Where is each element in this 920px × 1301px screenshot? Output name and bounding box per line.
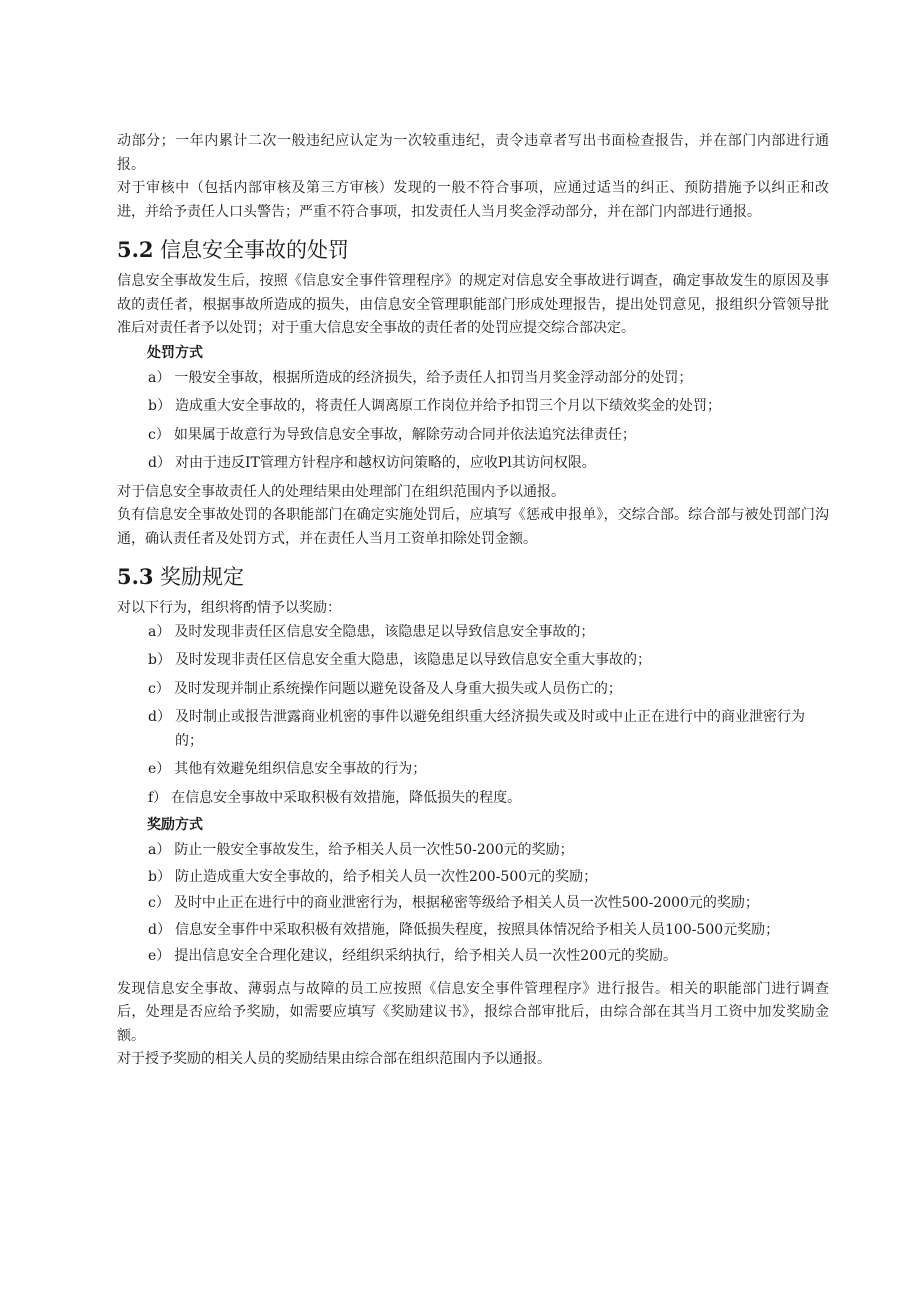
list-item: c） 及时中止正在进行中的商业泄密行为，根据秘密等级给予相关人员一次性500-2000元的奖励； <box>148 895 759 911</box>
section-title: 信息安全事故的处罚 <box>160 238 349 262</box>
section-number: 5.3 <box>117 564 154 589</box>
list-item: e） 其他有效避免组织信息安全事故的行为； <box>148 761 427 777</box>
section-heading-5-2 <box>117 234 829 264</box>
list-item: c） 及时发现并制止系统操作问题以避免设备及人身重大损失或人员伤亡的； <box>148 680 622 697</box>
subheading-penalty-methods: 处罚方式 <box>147 344 203 361</box>
list-item: c） 如果属于故意行为导致信息安全事故，解除劳动合同并依法追究法律责任； <box>148 426 636 443</box>
list-item: d） 及时制止或报告泄露商业机密的事件以避免组织重大经济损失或及时或中止正在进行中的商业泄密行为的； <box>148 709 805 749</box>
section-5-3-after-2: 对于授予奖励的相关人员的奖励结果由综合部在组织范围内予以通报。 <box>117 1051 551 1067</box>
list-item: f） 在信息安全事故中采取积极有效措施，降低损失的程度。 <box>148 789 522 806</box>
penalty-list <box>148 367 829 476</box>
reward-methods-list <box>148 839 829 969</box>
list-item: d） 对由于违反IT管理方针程序和越权访问策略的，应收Pl其访问权限。 <box>148 455 596 471</box>
list-item: a） 一般安全事故，根据所造成的经济损失，给予责任人扣罚当月奖金浮动部分的处罚； <box>148 369 693 386</box>
section-5-2-intro: 信息安全事故发生后，按照《信息安全事件管理程序》的规定对信息安全事故进行调查，确定事故发生的原因及事故的责任者，根据事故所造成的损失，由信息安全管理职能部门形成处理报告，提出处罚意见，报组织分管领导批准后对责任者予以处罚；对于重大信息安全事故的责任者的处罚应提交综合部决定。 <box>117 273 829 336</box>
paragraph-top-2: 对于审核中（包括内部审核及第三方审核）发现的一般不符合事项，应通过适当的纠正、预防措施予以纠正和改进，并给予责任人口头警告；严重不符合事项，扣发责任人当月奖金浮动部分，并在部门内部进行通报。 <box>117 180 829 220</box>
section-5-3-after-1: 发现信息安全事故、薄弱点与故障的员工应按照《信息安全事件管理程序》进行报告。相关的职能部门进行调查后，处理是否应给予奖励，如需要应填写《奖励建议书》，报综合部审批后，由综合部在其当月工资中加发奖励金额。 <box>117 980 829 1044</box>
list-item: b） 防止造成重大安全事故的，给予相关人员一次性200-500元的奖励； <box>148 868 598 885</box>
section-title: 奖励规定 <box>160 565 244 589</box>
list-item: d） 信息安全事件中采取积极有效措施，降低损失程度，按照具体情况给予相关人员100-500元奖励； <box>148 921 780 938</box>
subheading-reward-methods: 奖励方式 <box>147 817 203 833</box>
section-heading-5-3 <box>117 561 829 591</box>
list-item: e） 提出信息安全合理化建议，经组织采纳执行，给予相关人员一次性200元的奖励。 <box>148 948 678 964</box>
section-number: 5.2 <box>117 237 154 262</box>
document-page <box>117 130 829 1072</box>
section-5-2-after-2: 负有信息安全事故处罚的各职能部门在确定实施处罚后，应填写《惩戒申报单》，交综合部。综合部与被处罚部门沟通，确认责任者及处罚方式，并在责任人当月工资单扣除处罚金额。 <box>117 507 829 547</box>
list-item: a） 防止一般安全事故发生，给予相关人员一次性50-200元的奖励； <box>148 842 574 858</box>
list-item: a） 及时发现非责任区信息安全隐患，该隐患足以导致信息安全事故的； <box>148 623 595 640</box>
list-item: b） 及时发现非责任区信息安全重大隐患，该隐患足以导致信息安全重大事故的； <box>148 652 651 668</box>
section-5-3-intro: 对以下行为，组织将酌情予以奖励： <box>117 600 341 616</box>
reward-conditions-list <box>148 621 829 811</box>
section-5-2-after-1: 对于信息安全事故责任人的处理结果由处理部门在组织范围内予以通报。 <box>117 483 565 500</box>
paragraph-top-1: 动部分；一年内累计二次一般违纪应认定为一次较重违纪，责令违章者写出书面检查报告，并在部门内部进行通报。 <box>117 133 829 173</box>
list-item: b） 造成重大安全事故的，将责任人调离原工作岗位并给予扣罚三个月以下绩效奖金的处罚； <box>148 398 721 414</box>
